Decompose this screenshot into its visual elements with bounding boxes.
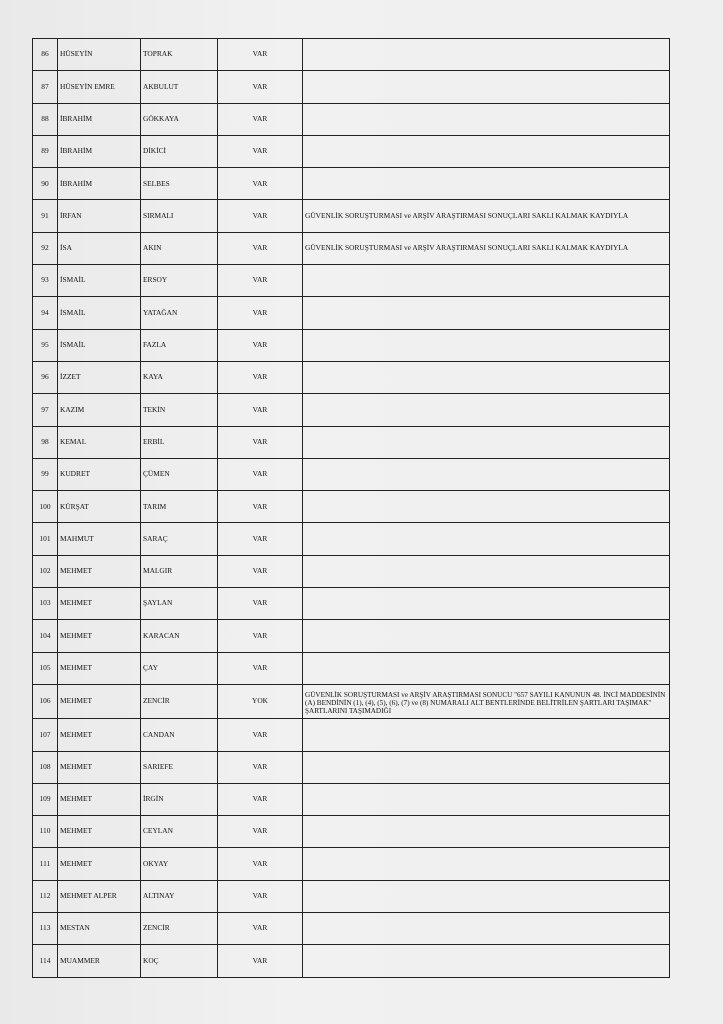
table-row bbox=[33, 719, 670, 751]
first-name: HÜSEYİN bbox=[58, 39, 141, 71]
table-row bbox=[33, 297, 670, 329]
first-name: MAHMUT bbox=[58, 523, 141, 555]
status-value: VAR bbox=[218, 458, 303, 490]
roster-table bbox=[32, 38, 670, 978]
row-number: 114 bbox=[33, 945, 58, 977]
note-text bbox=[303, 135, 670, 167]
row-number: 87 bbox=[33, 71, 58, 103]
table-row bbox=[33, 361, 670, 393]
last-name: SELBES bbox=[141, 168, 218, 200]
last-name: SARIEFE bbox=[141, 751, 218, 783]
status-value: VAR bbox=[218, 168, 303, 200]
note-text bbox=[303, 555, 670, 587]
last-name: TOPRAK bbox=[141, 39, 218, 71]
last-name: DİKİCİ bbox=[141, 135, 218, 167]
last-name: KAYA bbox=[141, 361, 218, 393]
first-name: İSA bbox=[58, 232, 141, 264]
table-row bbox=[33, 816, 670, 848]
status-value: VAR bbox=[218, 816, 303, 848]
note-text: GÜVENLİK SORUŞTURMASI ve ARŞİV ARAŞTIRMASI SONUCU "657 SAYILI KANUNUN 48. İNCİ MADDESİNİN (A) BENDİNİN (1), (4), (5), (6), (7) ve (8) NUMARALI ALT BENTLERİNDE BELİTRİLEN ŞARTLARI TAŞIMAK" ŞARTLARINI TAŞIMADIĞI bbox=[303, 684, 670, 718]
last-name: ERSOY bbox=[141, 265, 218, 297]
first-name: İRFAN bbox=[58, 200, 141, 232]
table-row bbox=[33, 232, 670, 264]
row-number: 97 bbox=[33, 394, 58, 426]
last-name: İRGİN bbox=[141, 783, 218, 815]
table-row bbox=[33, 555, 670, 587]
last-name: KOÇ bbox=[141, 945, 218, 977]
note-text bbox=[303, 783, 670, 815]
note-text bbox=[303, 71, 670, 103]
first-name: İBRAHİM bbox=[58, 168, 141, 200]
status-value: VAR bbox=[218, 265, 303, 297]
status-value: VAR bbox=[218, 39, 303, 71]
note-text bbox=[303, 913, 670, 945]
row-number: 91 bbox=[33, 200, 58, 232]
row-number: 104 bbox=[33, 620, 58, 652]
row-number: 99 bbox=[33, 458, 58, 490]
row-number: 110 bbox=[33, 816, 58, 848]
row-number: 90 bbox=[33, 168, 58, 200]
row-number: 96 bbox=[33, 361, 58, 393]
row-number: 109 bbox=[33, 783, 58, 815]
table-row bbox=[33, 751, 670, 783]
row-number: 112 bbox=[33, 880, 58, 912]
table-row bbox=[33, 620, 670, 652]
status-value: VAR bbox=[218, 426, 303, 458]
note-text bbox=[303, 265, 670, 297]
status-value: VAR bbox=[218, 913, 303, 945]
table-row bbox=[33, 71, 670, 103]
table-row bbox=[33, 684, 670, 718]
first-name: MEHMET bbox=[58, 588, 141, 620]
first-name: MEHMET bbox=[58, 684, 141, 718]
table-row bbox=[33, 426, 670, 458]
first-name: KÜRŞAT bbox=[58, 491, 141, 523]
first-name: İZZET bbox=[58, 361, 141, 393]
note-text bbox=[303, 880, 670, 912]
last-name: CEYLAN bbox=[141, 816, 218, 848]
note-text bbox=[303, 719, 670, 751]
table-row bbox=[33, 783, 670, 815]
status-value: VAR bbox=[218, 719, 303, 751]
note-text bbox=[303, 394, 670, 426]
table-row bbox=[33, 880, 670, 912]
first-name: KEMAL bbox=[58, 426, 141, 458]
status-value: VAR bbox=[218, 588, 303, 620]
row-number: 107 bbox=[33, 719, 58, 751]
table-row bbox=[33, 394, 670, 426]
status-value: VAR bbox=[218, 945, 303, 977]
last-name: MALGIR bbox=[141, 555, 218, 587]
last-name: ERBİL bbox=[141, 426, 218, 458]
row-number: 88 bbox=[33, 103, 58, 135]
first-name: MEHMET bbox=[58, 816, 141, 848]
first-name: İSMAİL bbox=[58, 297, 141, 329]
note-text bbox=[303, 168, 670, 200]
row-number: 98 bbox=[33, 426, 58, 458]
note-text: GÜVENLİK SORUŞTURMASI ve ARŞİV ARAŞTIRMASI SONUÇLARI SAKLI KALMAK KAYDIYLA bbox=[303, 232, 670, 264]
last-name: CANDAN bbox=[141, 719, 218, 751]
status-value: VAR bbox=[218, 491, 303, 523]
first-name: İBRAHİM bbox=[58, 103, 141, 135]
row-number: 105 bbox=[33, 652, 58, 684]
status-value: VAR bbox=[218, 200, 303, 232]
first-name: MEHMET bbox=[58, 719, 141, 751]
note-text bbox=[303, 297, 670, 329]
row-number: 101 bbox=[33, 523, 58, 555]
status-value: VAR bbox=[218, 848, 303, 880]
last-name: AKBULUT bbox=[141, 71, 218, 103]
last-name: ŞAYLAN bbox=[141, 588, 218, 620]
row-number: 95 bbox=[33, 329, 58, 361]
first-name: İSMAİL bbox=[58, 329, 141, 361]
last-name: TEKİN bbox=[141, 394, 218, 426]
note-text: GÜVENLİK SORUŞTURMASI ve ARŞİV ARAŞTIRMASI SONUÇLARI SAKLI KALMAK KAYDIYLA bbox=[303, 200, 670, 232]
first-name: HÜSEYİN EMRE bbox=[58, 71, 141, 103]
status-value: VAR bbox=[218, 297, 303, 329]
last-name: KARACAN bbox=[141, 620, 218, 652]
note-text bbox=[303, 816, 670, 848]
note-text bbox=[303, 103, 670, 135]
table-row bbox=[33, 848, 670, 880]
table-row bbox=[33, 200, 670, 232]
first-name: KUDRET bbox=[58, 458, 141, 490]
status-value: VAR bbox=[218, 783, 303, 815]
row-number: 86 bbox=[33, 39, 58, 71]
row-number: 111 bbox=[33, 848, 58, 880]
last-name: OKYAY bbox=[141, 848, 218, 880]
roster-body bbox=[33, 39, 670, 978]
table-row bbox=[33, 168, 670, 200]
first-name: MUAMMER bbox=[58, 945, 141, 977]
table-row bbox=[33, 329, 670, 361]
note-text bbox=[303, 751, 670, 783]
note-text bbox=[303, 491, 670, 523]
last-name: TARIM bbox=[141, 491, 218, 523]
last-name: ÇAY bbox=[141, 652, 218, 684]
row-number: 94 bbox=[33, 297, 58, 329]
status-value: VAR bbox=[218, 555, 303, 587]
first-name: MEHMET bbox=[58, 751, 141, 783]
last-name: SARAÇ bbox=[141, 523, 218, 555]
first-name: MEHMET ALPER bbox=[58, 880, 141, 912]
note-text bbox=[303, 426, 670, 458]
note-text bbox=[303, 620, 670, 652]
status-value: VAR bbox=[218, 135, 303, 167]
note-text bbox=[303, 652, 670, 684]
last-name: GÖKKAYA bbox=[141, 103, 218, 135]
note-text bbox=[303, 458, 670, 490]
last-name: ÇÜMEN bbox=[141, 458, 218, 490]
table-row bbox=[33, 135, 670, 167]
table-row bbox=[33, 491, 670, 523]
row-number: 92 bbox=[33, 232, 58, 264]
table-row bbox=[33, 265, 670, 297]
status-value: YOK bbox=[218, 684, 303, 718]
first-name: MESTAN bbox=[58, 913, 141, 945]
table-row bbox=[33, 39, 670, 71]
note-text bbox=[303, 945, 670, 977]
last-name: ZENCİR bbox=[141, 913, 218, 945]
table-row bbox=[33, 652, 670, 684]
status-value: VAR bbox=[218, 880, 303, 912]
row-number: 113 bbox=[33, 913, 58, 945]
first-name: KAZIM bbox=[58, 394, 141, 426]
status-value: VAR bbox=[218, 232, 303, 264]
last-name: YATAĞAN bbox=[141, 297, 218, 329]
table-row bbox=[33, 103, 670, 135]
row-number: 89 bbox=[33, 135, 58, 167]
status-value: VAR bbox=[218, 620, 303, 652]
note-text bbox=[303, 523, 670, 555]
first-name: MEHMET bbox=[58, 620, 141, 652]
row-number: 102 bbox=[33, 555, 58, 587]
last-name: FAZLA bbox=[141, 329, 218, 361]
status-value: VAR bbox=[218, 394, 303, 426]
first-name: MEHMET bbox=[58, 555, 141, 587]
note-text bbox=[303, 848, 670, 880]
row-number: 93 bbox=[33, 265, 58, 297]
row-number: 108 bbox=[33, 751, 58, 783]
status-value: VAR bbox=[218, 523, 303, 555]
status-value: VAR bbox=[218, 329, 303, 361]
row-number: 103 bbox=[33, 588, 58, 620]
note-text bbox=[303, 588, 670, 620]
last-name: SIRMALI bbox=[141, 200, 218, 232]
last-name: AKIN bbox=[141, 232, 218, 264]
table-row bbox=[33, 523, 670, 555]
first-name: MEHMET bbox=[58, 783, 141, 815]
last-name: ALTINAY bbox=[141, 880, 218, 912]
first-name: İBRAHİM bbox=[58, 135, 141, 167]
status-value: VAR bbox=[218, 71, 303, 103]
note-text bbox=[303, 329, 670, 361]
status-value: VAR bbox=[218, 361, 303, 393]
first-name: MEHMET bbox=[58, 848, 141, 880]
table-row bbox=[33, 588, 670, 620]
table-row bbox=[33, 945, 670, 977]
status-value: VAR bbox=[218, 103, 303, 135]
row-number: 106 bbox=[33, 684, 58, 718]
note-text bbox=[303, 361, 670, 393]
first-name: İSMAİL bbox=[58, 265, 141, 297]
table-row bbox=[33, 913, 670, 945]
status-value: VAR bbox=[218, 751, 303, 783]
table-row bbox=[33, 458, 670, 490]
row-number: 100 bbox=[33, 491, 58, 523]
note-text bbox=[303, 39, 670, 71]
status-value: VAR bbox=[218, 652, 303, 684]
first-name: MEHMET bbox=[58, 652, 141, 684]
last-name: ZENCİR bbox=[141, 684, 218, 718]
